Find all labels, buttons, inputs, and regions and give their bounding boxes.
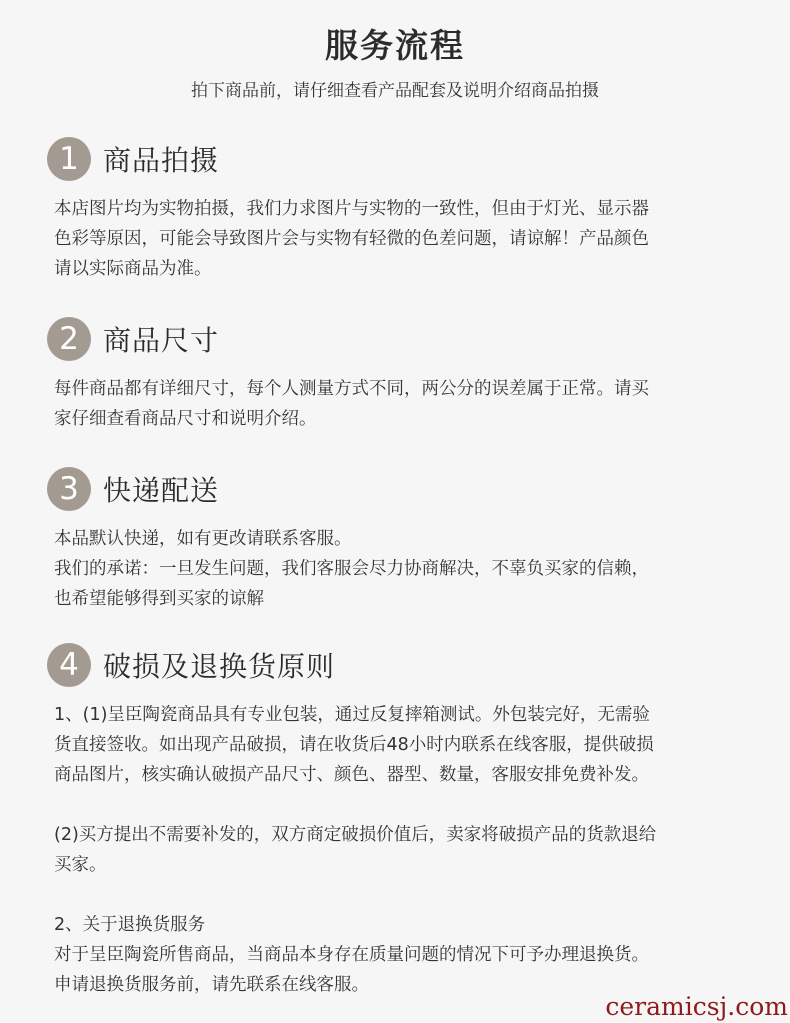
section-body [47, 700, 747, 1000]
section-header [47, 642, 747, 688]
body-line: 家仔细查看商品尺寸和说明介绍。 [54, 409, 317, 429]
body-line: 每件商品都有详细尺寸，每个人测量方式不同，两公分的误差属于正常。请买 [54, 379, 649, 399]
body-line: 我们的承诺：一旦发生问题，我们客服会尽力协商解决，不辜负买家的信赖， [54, 559, 649, 579]
section-title: 商品尺寸 [103, 324, 220, 357]
section-body [47, 194, 747, 284]
section-number-badge: 3 [47, 467, 91, 511]
body-line: 买家。 [54, 855, 107, 875]
body-line: 1、(1)呈臣陶瓷商品具有专业包装，通过反复摔箱测试。外包装完好，无需验 [54, 705, 650, 725]
body-line: 本店图片均为实物拍摄，我们力求图片与实物的一致性，但由于灯光、显示器 [54, 199, 649, 219]
section-product-size [47, 316, 747, 434]
section-title: 破损及退换货原则 [103, 650, 336, 683]
page-subtitle: 拍下商品前，请仔细查看产品配套及说明介绍商品拍摄 [191, 81, 599, 101]
body-line: (2)买方提出不需要补发的，双方商定破损价值后，卖家将破损产品的货款退给 [54, 825, 657, 845]
section-header [47, 136, 747, 182]
watermark: ceramicsj.com [605, 992, 788, 1021]
section-product-photos [47, 136, 747, 284]
section-title: 快递配送 [103, 474, 220, 507]
body-line: 申请退换货服务前，请先联系在线客服。 [54, 975, 369, 995]
section-delivery [47, 466, 747, 614]
paragraph-gap [54, 790, 747, 820]
section-body [47, 374, 747, 434]
section-body [47, 524, 747, 614]
section-header [47, 466, 747, 512]
section-number-badge: 1 [47, 137, 91, 181]
body-line: 本品默认快递，如有更改请联系客服。 [54, 529, 352, 549]
paragraph-gap [54, 880, 747, 910]
section-title: 商品拍摄 [103, 144, 220, 177]
body-line: 色彩等原因，可能会导致图片会与实物有轻微的色差问题，请谅解！产品颜色 [54, 229, 649, 249]
body-line: 货直接签收。如出现产品破损，请在收货后48小时内联系在线客服，提供破损 [54, 735, 654, 755]
body-line: 2、关于退换货服务 [54, 915, 206, 935]
body-line: 请以实际商品为准。 [54, 259, 212, 279]
section-number-badge: 2 [47, 317, 91, 361]
section-damage-returns [47, 642, 747, 1000]
section-header [47, 316, 747, 362]
body-line: 对于呈臣陶瓷所售商品，当商品本身存在质量问题的情况下可予办理退换货。 [54, 945, 649, 965]
page-title: 服务流程 [325, 26, 465, 65]
body-line: 也希望能够得到买家的谅解 [54, 589, 264, 609]
section-number-badge: 4 [47, 643, 91, 687]
body-line: 商品图片，核实确认破损产品尺寸、颜色、器型、数量，客服安排免费补发。 [54, 765, 649, 785]
